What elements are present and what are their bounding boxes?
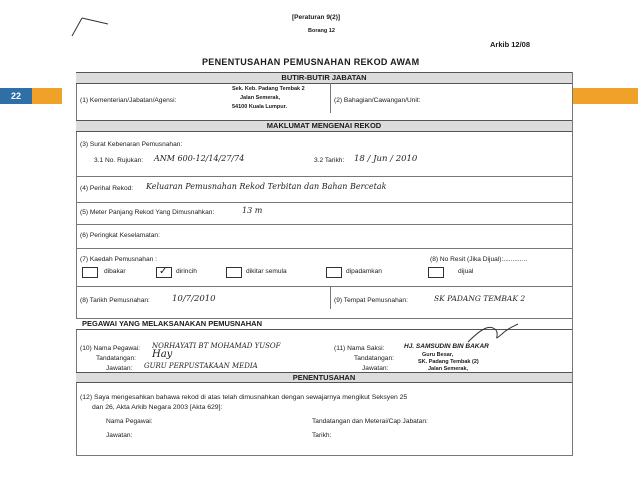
slide-number: 22: [0, 88, 32, 104]
option-dikitar-label: dikitar semula: [246, 268, 287, 275]
option-dijual-label: dijual: [458, 268, 474, 275]
scanned-form: [62, 0, 572, 479]
peraturan-ref: [Peraturan 9(2)]: [292, 14, 341, 21]
f10-sign-label: Tandatangan:: [96, 355, 136, 362]
f3-2-label: 3.2 Tarikh:: [314, 157, 345, 164]
section-penentusahan: [76, 372, 572, 383]
f8-resit-label: (8) No Resit (Jika Dijual):.............: [430, 256, 528, 263]
f3-2-value: 18 / Jun / 2010: [354, 154, 418, 164]
borang-ref: Borang 12: [308, 28, 335, 34]
corner-scribble-icon: [68, 14, 114, 38]
f11-job-label: Jawatan:: [362, 365, 389, 372]
f1-stamp-line2: Jalan Semerak,: [240, 95, 281, 101]
f4-value: Keluaran Pemusnahan Rekod Terbitan dan Bahan Bercetak: [146, 182, 387, 191]
form-title: PENENTUSAHAN PEMUSNAHAN REKOD AWAM: [202, 57, 420, 67]
f12-statement-line1: (12) Saya mengesahkan bahawa rekod di atas telah dimusnahkan dengan sewajarnya mengikut Seksyen 25: [80, 394, 408, 401]
f8-tarikh-label: (8) Tarikh Pemusnahan:: [80, 297, 150, 304]
option-dipadamkan-checkbox[interactable]: [326, 267, 342, 278]
section-title: MAKLUMAT MENGENAI REKOD: [266, 121, 382, 130]
f6-label: (6) Peringkat Keselamatan:: [80, 232, 160, 239]
f12-statement-line2: dan 26, Akta Arkib Negara 2003 [Akta 629]:: [92, 404, 223, 411]
f12-name-label: Nama Pegawai:: [106, 418, 153, 425]
section-title: BUTIR-BUTIR JABATAN: [281, 73, 367, 82]
option-dirincih-label: dirincih: [176, 268, 197, 275]
divider: [76, 176, 572, 177]
f11-name-value: HJ. SAMSUDIN BIN BAKAR: [404, 343, 489, 350]
section-butir-butir: [76, 72, 572, 84]
f3-label: (3) Surat Kebenaran Pemusnahan:: [80, 141, 183, 148]
divider: [330, 83, 331, 113]
f11-name-label: (11) Nama Saksi:: [334, 345, 385, 352]
f3-1-label: 3.1 No. Rujukan:: [94, 157, 144, 164]
f1-label: (1) Kementerian/Jabatan/Agensi:: [80, 97, 177, 104]
divider: [76, 248, 572, 249]
divider: [330, 287, 331, 309]
f5-label: (5) Meter Panjang Rekod Yang Dimusnahkan:: [80, 209, 215, 216]
option-dipadamkan-label: dipadamkan: [346, 268, 382, 275]
arkib-number: Arkib 12/08: [490, 40, 531, 49]
f10-job-label: Jawatan:: [106, 365, 133, 372]
f11-stamp-line3: Jalan Semerak,: [428, 366, 469, 372]
f10-job-value: GURU PERPUSTAKAAN MEDIA: [144, 362, 258, 370]
divider: [76, 286, 572, 287]
option-dibakar-checkbox[interactable]: [82, 267, 98, 278]
f1-stamp-line1: Sek. Keb. Padang Tembak 2: [232, 86, 305, 92]
slide-accent-band-right: [566, 88, 638, 104]
f10-name-label: (10) Nama Pegawai:: [80, 345, 141, 352]
section-title: PEGAWAI YANG MELAKSANAKAN PEMUSNAHAN: [82, 319, 263, 328]
f2-label: (2) Bahagian/Cawangan/Unit:: [334, 97, 421, 104]
f12-date-label: Tarikh:: [312, 432, 332, 439]
f10-name-value: NORHAYATI BT MOHAMAD YUSOF: [152, 342, 281, 350]
f8-tarikh-value: 10/7/2010: [172, 294, 216, 304]
f11-stamp-line1: Guru Besar,: [422, 352, 454, 358]
frame-bottom: [76, 455, 572, 456]
f12-job-label: Jawatan:: [106, 432, 133, 439]
section-title: PENENTUSAHAN: [292, 373, 356, 382]
option-dikitar-checkbox[interactable]: [226, 267, 242, 278]
frame-right: [572, 72, 573, 456]
section-maklumat: [76, 120, 572, 132]
f4-label: (4) Perihal Rekod:: [80, 185, 134, 192]
divider: [76, 202, 572, 203]
option-dibakar-label: dibakar: [104, 268, 126, 275]
f10-signature: Hay: [152, 349, 173, 360]
check-icon: ✓: [159, 266, 168, 277]
f11-signature-icon: [462, 320, 522, 346]
f1-stamp-line3: 54100 Kuala Lumpur.: [232, 104, 288, 110]
f11-sign-label: Tandatangan:: [354, 355, 394, 362]
f9-label: (9) Tempat Pemusnahan:: [334, 297, 408, 304]
f5-value: 13 m: [242, 206, 263, 215]
f12-sign-label: Tandatangan dan Meterai/Cap Jabatan:: [312, 418, 428, 425]
divider: [76, 224, 572, 225]
f11-stamp-line2: SK. Padang Tembak (2): [418, 359, 479, 365]
f9-value: SK PADANG TEMBAK 2: [434, 294, 526, 303]
option-dijual-checkbox[interactable]: [428, 267, 444, 278]
f7-label: (7) Kaedah Pemusnahan :: [80, 256, 157, 263]
option-dirincih-checkbox[interactable]: [156, 267, 172, 278]
f3-1-value: ANM 600-12/14/27/74: [154, 154, 245, 163]
